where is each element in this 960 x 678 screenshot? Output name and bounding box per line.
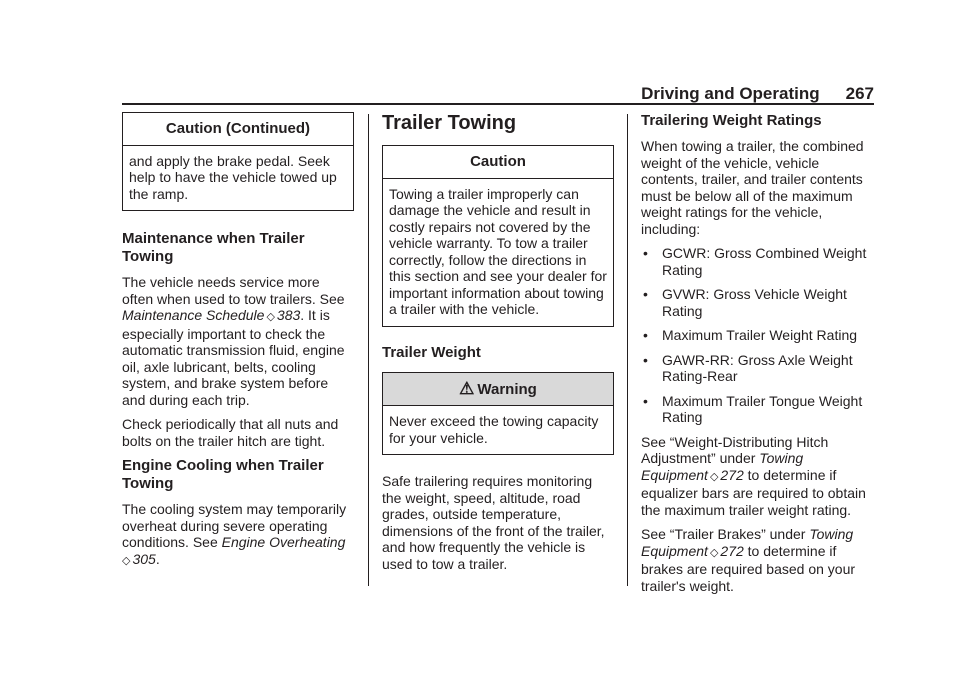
page-reference-icon: ◇	[266, 311, 275, 323]
weight-ratings-intro: When towing a trailer, the combined weight of the vehicle, vehicle contents, trailer, and trailer contents must be below all of the maximum weight ratings for the vehicle, including:	[641, 138, 864, 237]
towing-equipment-link[interactable]: Towing Equipment	[641, 526, 854, 559]
page-header	[122, 82, 874, 104]
caution-body: Towing a trailer improperly can damage the vehicle and result in costly repairs not covered by the vehicle warranty. To tow a trailer correctly, follow the directions in this section and see your dealer for important information about towing a trailer with the vehicle.	[389, 185, 607, 317]
trailer-towing-heading: Trailer Towing	[382, 112, 517, 134]
engine-cooling-heading: Engine Cooling when Trailer Towing	[122, 457, 324, 492]
list-item: • Maximum Trailer Weight Rating	[643, 327, 858, 343]
bullet-icon: •	[643, 327, 648, 343]
trailer-brakes-paragraph: See “Trailer Brakes” under Towing Equipment ◇ 272 to determine if brakes are required based on your trailer's weight.	[641, 526, 856, 594]
safe-trailering-paragraph: Safe trailering requires monitoring the weight, speed, altitude, road grades, outside temperature, dimensions of the front of the trailer, and how frequently the vehicle is used to tow a trailer.	[382, 473, 605, 572]
trailer-weight-heading: Trailer Weight	[382, 343, 481, 361]
bullet-icon: •	[643, 286, 648, 302]
column-divider-1	[368, 114, 369, 586]
list-item: • GAWR-RR: Gross Axle Weight Rating-Rear	[643, 351, 853, 384]
page-reference-icon: ◇	[709, 546, 719, 559]
list-item: • Maximum Trailer Tongue Weight Rating	[643, 392, 863, 425]
maintenance-schedule-page[interactable]: 383	[276, 307, 301, 323]
bullet-icon: •	[643, 392, 648, 409]
page-number: 267	[845, 84, 874, 103]
caution-continued-body: and apply the brake pedal. Seek help to have the vehicle towed up the ramp.	[129, 152, 337, 202]
warning-title: Warning	[477, 380, 537, 398]
column-3	[641, 112, 874, 602]
column-divider-2	[627, 114, 628, 586]
towing-equipment-link[interactable]: Towing Equipment	[641, 450, 804, 483]
maintenance-paragraph-2: Check periodically that all nuts and bolts on the trailer hitch are tight.	[122, 416, 339, 449]
caution-box	[382, 145, 614, 327]
towing-equipment-page[interactable]: 272	[720, 542, 744, 559]
caution-continued-box	[122, 112, 354, 211]
section-title: Driving and Operating	[641, 84, 820, 103]
maintenance-paragraph-1: The vehicle needs service more often when used to tow trailers. See Maintenance Schedule ◇ 383. It is especially important to check the automatic transmission fluid, engine oil, axle lubricant, belts, cooling system, and brake system before and during each trip.	[122, 274, 345, 408]
engine-overheating-link[interactable]: Engine Overheating	[221, 534, 346, 550]
bullet-icon: •	[643, 245, 648, 261]
warning-icon: ⚠	[459, 378, 475, 398]
page-reference-icon: ◇	[709, 470, 719, 483]
header-rule	[122, 103, 874, 105]
caution-continued-title: Caution (Continued)	[123, 113, 353, 146]
maintenance-schedule-link[interactable]: Maintenance Schedule	[122, 307, 265, 323]
weight-ratings-list	[641, 245, 874, 426]
warning-box	[382, 372, 614, 456]
caution-title: Caution	[383, 146, 613, 179]
engine-cooling-paragraph: The cooling system may temporarily overheat during severe operating conditions. See Engine Overheating ◇ 305.	[122, 501, 347, 567]
list-item: • GVWR: Gross Vehicle Weight Rating	[643, 286, 847, 319]
list-item: • GCWR: Gross Combined Weight Rating	[643, 245, 867, 278]
engine-overheating-page[interactable]: 305	[132, 550, 156, 567]
bullet-icon: •	[643, 351, 648, 368]
warning-body: Never exceed the towing capacity for your vehicle.	[389, 413, 599, 446]
page-reference-icon: ◇	[122, 554, 131, 567]
hitch-adjustment-paragraph: See “Weight-Distributing Hitch Adjustment” under Towing Equipment ◇ 272 to determine if equalizer bars are required to obtain the maximum trailer weight rating.	[641, 433, 866, 518]
column-2	[382, 112, 614, 580]
maintenance-heading: Maintenance when Trailer Towing	[122, 230, 305, 265]
weight-ratings-heading: Trailering Weight Ratings	[641, 112, 822, 129]
towing-equipment-page[interactable]: 272	[720, 466, 744, 483]
column-1	[122, 112, 354, 577]
warning-title-bar	[383, 373, 613, 407]
